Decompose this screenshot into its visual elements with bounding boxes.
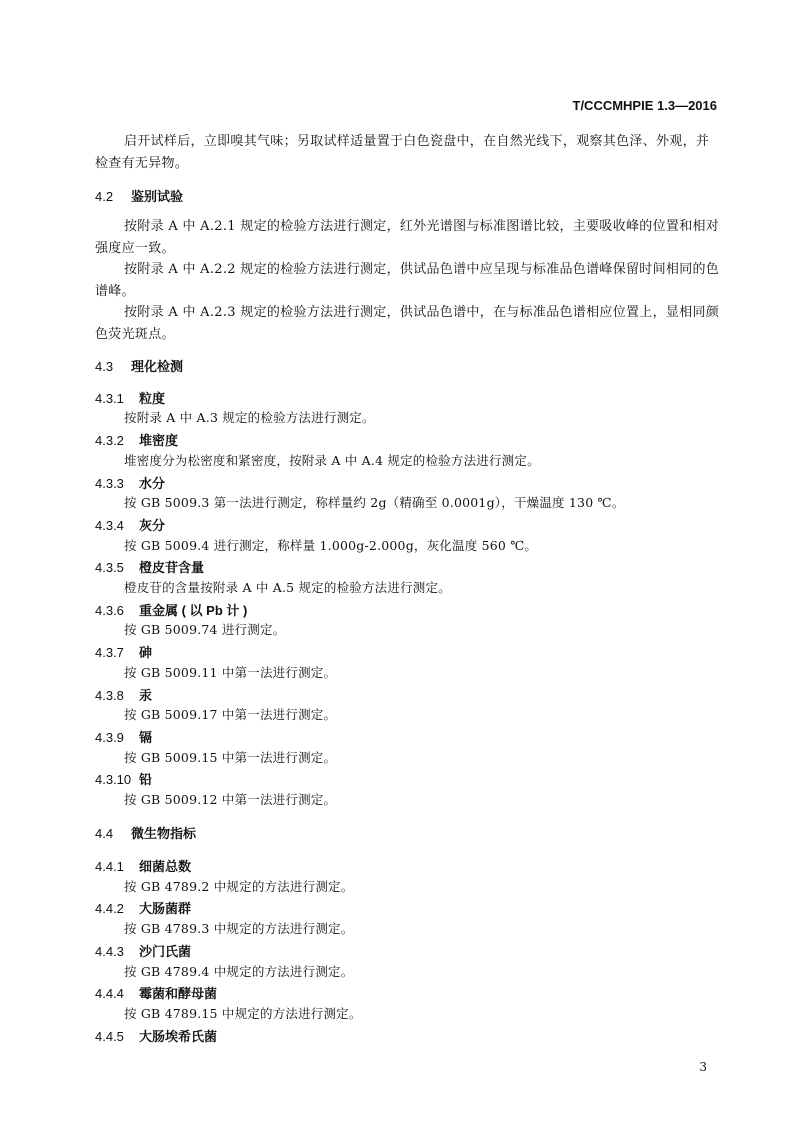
subsection-number: 4.3.5 xyxy=(95,560,124,575)
subsection-title: 橙皮苷含量 xyxy=(139,560,205,575)
subsection-number: 4.4.4 xyxy=(95,986,124,1001)
subsection-title: 堆密度 xyxy=(139,433,179,448)
subsection-title: 汞 xyxy=(139,688,153,703)
subsection-number: 4.3.1 xyxy=(95,391,124,406)
subsection-number: 4.3.10 xyxy=(95,772,132,787)
document-id-header: T/CCCMHPIE 1.3—2016 xyxy=(572,98,717,113)
subsection-text: 按 GB 5009.12 中第一法进行测定。 xyxy=(124,792,337,807)
subsection-title: 霉菌和酵母菌 xyxy=(139,986,218,1001)
subsection-text: 堆密度分为松密度和紧密度，按附录 A 中 A.4 规定的检验方法进行测定。 xyxy=(124,453,540,468)
section-number: 4.2 xyxy=(95,189,114,204)
intro-line-1: 启开试样后，立即嗅其气味；另取试样适量置于白色瓷盘中，在自然光线下，观察其色泽、外观，并 xyxy=(124,134,710,149)
subsection-number: 4.4.2 xyxy=(95,901,124,916)
subsection-title: 粒度 xyxy=(139,391,166,406)
subsection-text: 按附录 A 中 A.3 规定的检验方法进行测定。 xyxy=(124,410,375,425)
subsection-heading xyxy=(95,685,152,704)
s42-p1-line-2: 强度应一致。 xyxy=(95,241,175,256)
subsection-number: 4.3.7 xyxy=(95,645,124,660)
subsection-text: 按 GB 4789.15 中规定的方法进行测定。 xyxy=(124,1006,362,1021)
section-title: 理化检测 xyxy=(131,359,184,374)
subsection-text: 按 GB 5009.11 中第一法进行测定。 xyxy=(124,665,337,680)
subsection-text: 按 GB 5009.4 进行测定，称样量 1.000g-2.000g，灰化温度 560 ℃。 xyxy=(124,538,538,553)
subsection-title: 重金属 ( 以 Pb 计 ) xyxy=(139,603,248,618)
section-4-2-heading xyxy=(95,186,183,205)
subsection-title: 砷 xyxy=(139,645,153,660)
subsection-heading xyxy=(95,727,152,746)
subsection-text: 按 GB 5009.74 进行测定。 xyxy=(124,622,286,637)
subsection-text: 按 GB 5009.3 第一法进行测定，称样量约 2g（精确至 0.0001g），干燥温度 130 ℃。 xyxy=(124,495,625,510)
intro-line-2: 检查有无异物。 xyxy=(95,156,189,171)
section-number: 4.3 xyxy=(95,359,114,374)
section-number: 4.4 xyxy=(95,826,114,841)
subsection-number: 4.3.2 xyxy=(95,433,124,448)
s42-p3-line-1: 按附录 A 中 A.2.3 规定的检验方法进行测定，供试品色谱中，在与标准品色谱相应位置上，显相同颜 xyxy=(124,305,720,320)
subsection-title: 大肠菌群 xyxy=(139,901,192,916)
subsection-title: 灰分 xyxy=(139,518,166,533)
subsection-number: 4.3.3 xyxy=(95,476,124,491)
subsection-number: 4.3.8 xyxy=(95,688,124,703)
subsection-text: 按 GB 4789.2 中规定的方法进行测定。 xyxy=(124,879,354,894)
subsection-title: 大肠埃希氏菌 xyxy=(139,1029,218,1044)
subsection-text: 按 GB 4789.4 中规定的方法进行测定。 xyxy=(124,964,354,979)
subsection-number: 4.4.3 xyxy=(95,944,124,959)
subsection-heading xyxy=(95,642,152,661)
subsection-heading xyxy=(95,856,191,875)
subsection-title: 铅 xyxy=(139,772,153,787)
subsection-heading xyxy=(95,983,217,1002)
subsection-title: 沙门氏菌 xyxy=(139,944,192,959)
subsection-number: 4.4.5 xyxy=(95,1029,124,1044)
subsection-text: 按 GB 4789.3 中规定的方法进行测定。 xyxy=(124,921,354,936)
subsection-title: 细菌总数 xyxy=(139,859,192,874)
subsection-text: 橙皮苷的含量按附录 A 中 A.5 规定的检验方法进行测定。 xyxy=(124,580,451,595)
subsection-heading xyxy=(95,557,204,576)
subsection-title: 水分 xyxy=(139,476,166,491)
s42-p1-line-1: 按附录 A 中 A.2.1 规定的检验方法进行测定，红外光谱图与标准图谱比较，主要吸收峰的位置和相对 xyxy=(124,219,720,234)
subsection-number: 4.3.6 xyxy=(95,603,124,618)
subsection-heading xyxy=(95,898,191,917)
subsection-number: 4.3.9 xyxy=(95,730,124,745)
subsection-heading xyxy=(95,473,165,492)
subsection-heading xyxy=(95,388,165,407)
subsection-heading xyxy=(95,600,247,619)
subsection-title: 镉 xyxy=(139,730,153,745)
section-title: 微生物指标 xyxy=(131,826,197,841)
subsection-heading xyxy=(95,1026,217,1045)
page-number: 3 xyxy=(699,1060,707,1074)
subsection-number: 4.4.1 xyxy=(95,859,124,874)
section-4-3-heading xyxy=(95,356,183,375)
subsection-heading xyxy=(95,769,152,788)
s42-p2-line-2: 谱峰。 xyxy=(95,284,135,299)
s42-p3-line-2: 色荧光斑点。 xyxy=(95,327,175,342)
section-title: 鉴别试验 xyxy=(131,189,184,204)
subsection-number: 4.3.4 xyxy=(95,518,124,533)
subsection-heading xyxy=(95,430,178,449)
subsection-text: 按 GB 5009.17 中第一法进行测定。 xyxy=(124,707,337,722)
s42-p2-line-1: 按附录 A 中 A.2.2 规定的检验方法进行测定，供试品色谱中应呈现与标准品色谱峰保留时间相同的色 xyxy=(124,262,720,277)
subsection-text: 按 GB 5009.15 中第一法进行测定。 xyxy=(124,750,337,765)
subsection-heading xyxy=(95,941,191,960)
subsection-heading xyxy=(95,515,165,534)
section-4-4-heading xyxy=(95,823,196,842)
